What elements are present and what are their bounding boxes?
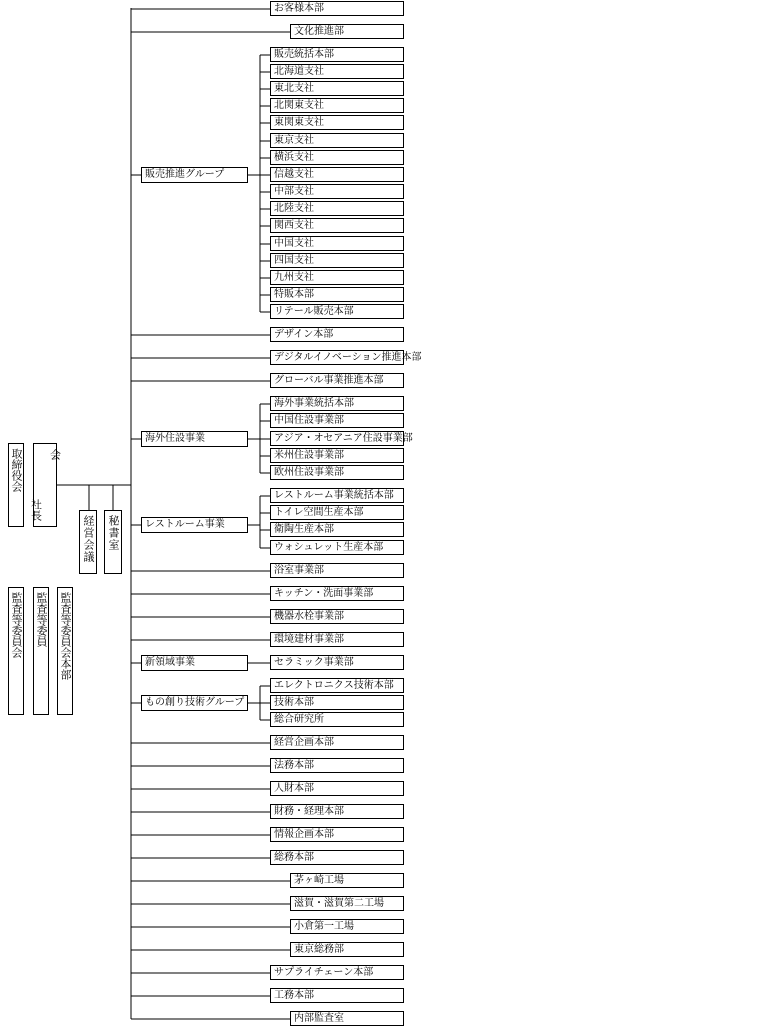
secretary-office: 秘書室 (104, 510, 122, 574)
dept-chigasaki-plant: 茅ヶ崎工場 (290, 873, 404, 888)
dept-general-affairs-hq: 総務本部 (270, 850, 404, 865)
dept-hokuriku-branch: 北陸支社 (270, 201, 404, 216)
dept-technology-hq: 技術本部 (270, 695, 404, 710)
group-new-domain: 新領域事業 (141, 655, 248, 671)
dept-shikoku-branch: 四国支社 (270, 253, 404, 268)
board-of-directors: 取締役会 (8, 443, 24, 527)
group-overseas-housing: 海外住設事業 (141, 431, 248, 447)
dept-shiga-plants: 滋賀・滋賀第二工場 (290, 896, 404, 911)
dept-special-sales-hq: 特販本部 (270, 287, 404, 302)
audit-committee-hq: 監査等委員会本部 (57, 587, 73, 715)
group-monozukuri: もの創り技術グループ (141, 695, 248, 711)
company-label: 会 (48, 449, 62, 460)
dept-supply-chain-hq: サプライチェーン本部 (270, 965, 404, 980)
dept-human-resources-hq: 人財本部 (270, 781, 404, 796)
dept-ceramics-div: セラミック事業部 (270, 655, 404, 670)
group-restroom: レストルーム事業 (141, 517, 248, 533)
dept-kitchen-washroom-div: キッチン・洗面事業部 (270, 586, 404, 601)
dept-china-housing-div: 中国住設事業部 (270, 413, 404, 428)
dept-research-institute: 総合研究所 (270, 712, 404, 727)
dept-europe-housing-div: 欧州住設事業部 (270, 465, 404, 480)
management-meeting: 経営会議 (79, 510, 97, 574)
dept-corporate-planning-hq: 経営企画本部 (270, 735, 404, 750)
dept-kansai-branch: 関西支社 (270, 218, 404, 233)
dept-it-planning-hq: 情報企画本部 (270, 827, 404, 842)
dept-fittings-faucet-div: 機器水栓事業部 (270, 609, 404, 624)
dept-tohoku-branch: 東北支社 (270, 81, 404, 96)
group-sales-promotion: 販売推進グループ (141, 167, 248, 183)
dept-toilet-space-production-hq: トイレ空間生産本部 (270, 505, 404, 520)
audit-committee-member: 監査等委員 (33, 587, 49, 715)
dept-chubu-branch: 中部支社 (270, 184, 404, 199)
dept-kyushu-branch: 九州支社 (270, 270, 404, 285)
dept-higashi-kanto-branch: 東関東支社 (270, 115, 404, 130)
dept-finance-accounting-hq: 財務・経理本部 (270, 804, 404, 819)
dept-americas-housing-div: 米州住設事業部 (270, 448, 404, 463)
dept-sales-hq: 販売統括本部 (270, 47, 404, 62)
audit-committee: 監査等委員会 (8, 587, 24, 715)
dept-kita-kanto-branch: 北関東支社 (270, 98, 404, 113)
dept-overseas-business-hq: 海外事業統括本部 (270, 396, 404, 411)
dept-design-hq: デザイン本部 (270, 327, 404, 342)
dept-kokura-plant: 小倉第一工場 (290, 919, 404, 934)
president-label: 社長 (29, 499, 43, 521)
dept-hokkaido-branch: 北海道支社 (270, 64, 404, 79)
dept-restroom-business-hq: レストルーム事業統括本部 (270, 488, 404, 503)
dept-asia-oceania-housing-div: アジア・オセアニア住設事業部 (270, 431, 404, 446)
dept-washlet-production-hq: ウォシュレット生産本部 (270, 540, 404, 555)
dept-eco-building-materials-div: 環境建材事業部 (270, 632, 404, 647)
dept-yokohama-branch: 横浜支社 (270, 150, 404, 165)
dept-global-business-hq: グローバル事業推進本部 (270, 373, 404, 388)
dept-bathroom-div: 浴室事業部 (270, 563, 404, 578)
president-box (29, 443, 62, 527)
dept-digital-innovation-hq: デジタルイノベーション推進本部 (270, 350, 404, 365)
dept-legal-hq: 法務本部 (270, 758, 404, 773)
dept-internal-audit-office: 内部監査室 (290, 1011, 404, 1026)
dept-shinetsu-branch: 信越支社 (270, 167, 404, 182)
dept-retail-sales-hq: リテール販売本部 (270, 304, 404, 319)
dept-engineering-hq: 工務本部 (270, 988, 404, 1003)
dept-culture-promotion: 文化推進部 (290, 24, 404, 39)
dept-customer-hq: お客様本部 (270, 1, 404, 16)
dept-sanitary-ware-production-hq: 衛陶生産本部 (270, 522, 404, 537)
dept-electronics-tech-hq: エレクトロニクス技術本部 (270, 678, 404, 693)
dept-tokyo-branch: 東京支社 (270, 133, 404, 148)
dept-tokyo-general-affairs: 東京総務部 (290, 942, 404, 957)
dept-chugoku-branch: 中国支社 (270, 236, 404, 251)
